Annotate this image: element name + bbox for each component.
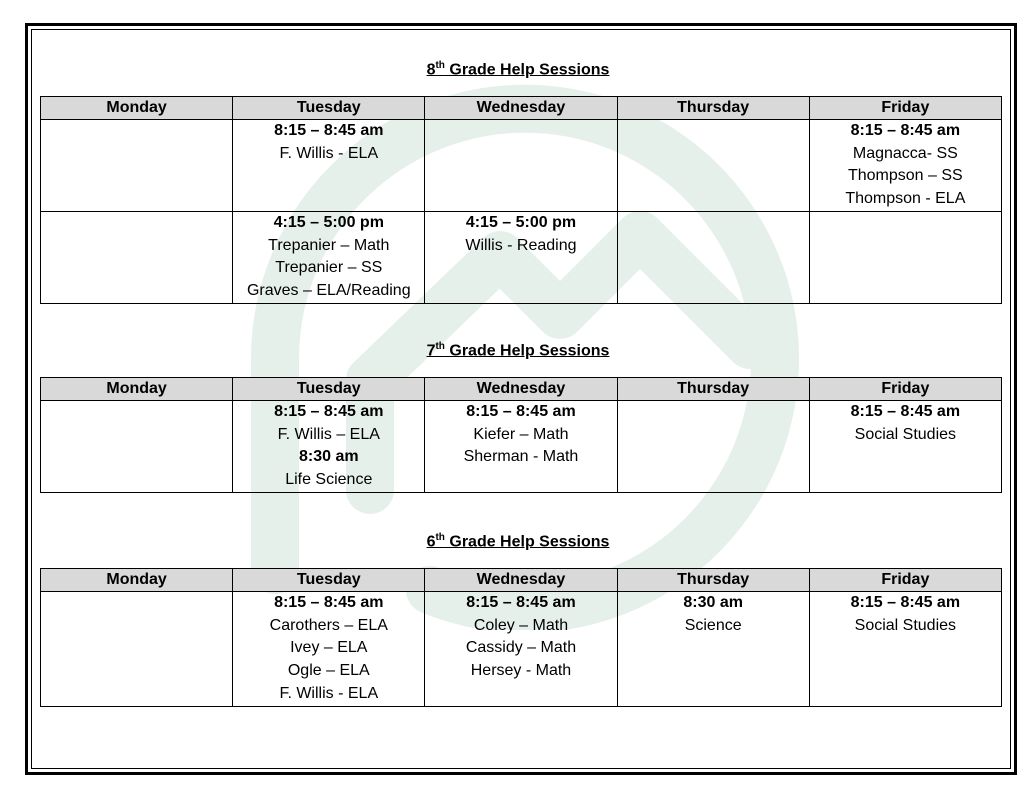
- header-friday: Friday: [809, 569, 1001, 592]
- header-row: [41, 569, 1002, 592]
- header-row: [41, 97, 1002, 120]
- header-thursday: Thursday: [617, 378, 809, 401]
- header-tuesday: Tuesday: [233, 569, 425, 592]
- cell-tuesday: [233, 401, 425, 493]
- cell-friday: [809, 401, 1001, 493]
- session-teacher: F. Willis – ELA: [277, 425, 380, 443]
- session-teacher: Coley – Math: [473, 616, 569, 634]
- session-teacher: Kiefer – Math: [473, 425, 569, 443]
- schedule-row: [41, 592, 1002, 707]
- header-row: [41, 378, 1002, 401]
- session-time: 8:15 – 8:45 am: [466, 403, 576, 420]
- session-teacher: Science: [684, 616, 742, 634]
- cell-monday: [41, 211, 233, 303]
- session-teacher: Cassidy – Math: [465, 639, 577, 657]
- section-title-7th: 7th Grade Help Sessions: [426, 341, 610, 360]
- session-teacher: Life Science: [285, 471, 373, 489]
- header-wednesday: Wednesday: [425, 378, 617, 401]
- session-time: 4:15 – 5:00 pm: [273, 213, 384, 231]
- session-time: 8:15 – 8:45 am: [850, 122, 961, 139]
- session-time: 8:15 – 8:45 am: [274, 122, 384, 139]
- session-time: 8:30 am: [298, 448, 359, 466]
- cell-monday: [41, 120, 233, 212]
- session-teacher: Hersey - Math: [470, 662, 572, 680]
- session-time: 4:15 – 5:00 pm: [465, 213, 577, 231]
- cell-tuesday: [233, 120, 425, 212]
- cell-tuesday: [233, 211, 425, 303]
- schedule-table-7th: [40, 377, 1002, 493]
- session-teacher: Magnacca- SS: [852, 144, 958, 162]
- session-teacher: Sherman - Math: [463, 448, 579, 466]
- header-wednesday: Wednesday: [425, 569, 617, 592]
- session-teacher: Trepanier – Math: [268, 236, 390, 254]
- section-title-6th: 6th Grade Help Sessions: [426, 532, 610, 551]
- header-monday: Monday: [41, 569, 233, 592]
- cell-thursday: [617, 592, 809, 707]
- session-teacher: Thompson - ELA: [845, 190, 966, 208]
- header-friday: Friday: [809, 378, 1001, 401]
- session-time: 8:15 – 8:45 am: [274, 594, 384, 611]
- session-teacher: Social Studies: [854, 616, 957, 634]
- cell-wednesday: [425, 592, 617, 707]
- session-teacher: F. Willis - ELA: [279, 144, 379, 162]
- cell-tuesday: [233, 592, 425, 707]
- cell-monday: [41, 401, 233, 493]
- session-time: 8:15 – 8:45 am: [850, 594, 961, 611]
- session-teacher: Carothers – ELA: [269, 616, 388, 634]
- session-time: 8:15 – 8:45 am: [274, 403, 384, 420]
- schedule-row: [41, 120, 1002, 212]
- cell-friday: [809, 211, 1001, 303]
- session-teacher: Ivey – ELA: [290, 639, 368, 657]
- cell-thursday: [617, 211, 809, 303]
- header-monday: Monday: [41, 378, 233, 401]
- session-teacher: F. Willis - ELA: [279, 684, 379, 702]
- cell-thursday: [617, 401, 809, 493]
- cell-friday: [809, 120, 1001, 212]
- schedule-table-6th: [40, 568, 1002, 707]
- header-monday: Monday: [41, 97, 233, 120]
- header-tuesday: Tuesday: [233, 97, 425, 120]
- session-teacher: Ogle – ELA: [287, 662, 370, 680]
- header-tuesday: Tuesday: [233, 378, 425, 401]
- session-teacher: Graves – ELA/Reading: [246, 281, 411, 299]
- session-teacher: Trepanier – SS: [275, 259, 383, 277]
- session-teacher: Willis - Reading: [465, 236, 577, 254]
- schedule-table-8th: [40, 96, 1002, 304]
- session-teacher: Thompson – SS: [847, 167, 963, 185]
- header-thursday: Thursday: [617, 569, 809, 592]
- cell-friday: [809, 592, 1001, 707]
- session-time: 8:15 – 8:45 am: [850, 403, 961, 420]
- header-thursday: Thursday: [617, 97, 809, 120]
- schedule-row: [41, 211, 1002, 303]
- cell-wednesday: [425, 211, 617, 303]
- cell-thursday: [617, 120, 809, 212]
- cell-monday: [41, 592, 233, 707]
- session-teacher: Social Studies: [854, 425, 957, 443]
- cell-wednesday: [425, 120, 617, 212]
- header-wednesday: Wednesday: [425, 97, 617, 120]
- session-time: 8:15 – 8:45 am: [466, 594, 576, 611]
- header-friday: Friday: [809, 97, 1001, 120]
- section-title-8th: 8th Grade Help Sessions: [426, 60, 610, 79]
- session-time: 8:30 am: [683, 594, 743, 611]
- cell-wednesday: [425, 401, 617, 493]
- schedule-row: [41, 401, 1002, 493]
